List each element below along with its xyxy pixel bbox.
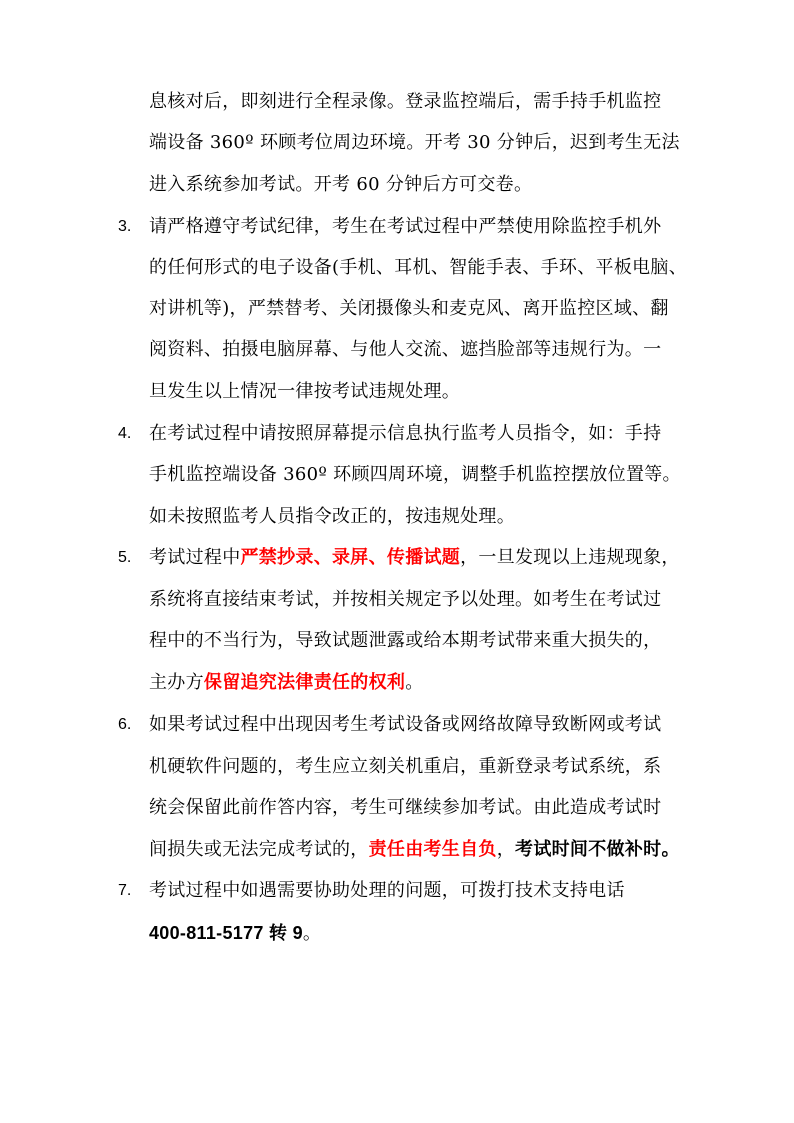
text-span: 。 (302, 923, 322, 944)
emphasis-red: 严禁抄录、录屏、传播试题 (240, 547, 461, 568)
text-line: 对讲机等)，严禁替考、关闭摄像头和麦克风、离开监控区域、翻 (149, 298, 669, 319)
emphasis-red: 保留追究法律责任的权利 (203, 672, 406, 693)
text-line: 息核对后，即刻进行全程录像。登录监控端后，需手持手机监控 (149, 91, 662, 112)
item-number: 4. (118, 425, 132, 442)
text-span: ， (496, 839, 516, 860)
text-line: 旦发生以上情况一律按考试违规处理。 (149, 381, 461, 402)
text-span: ，一旦发现以上违规现象， (460, 547, 680, 568)
text-line: 阅资料、拍摄电脑屏幕、与他人交流、遮挡脸部等违规行为。一 (149, 339, 662, 360)
text-line: 手机监控端设备 360º 环顾四周环境，调整手机监控摆放位置等。 (149, 464, 681, 485)
text-line: 程中的不当行为，导致试题泄露或给本期考试带来重大损失的， (149, 630, 662, 651)
text-line: 如果考试过程中出现因考生考试设备或网络故障导致断网或考试 (149, 714, 662, 735)
emphasis-bold: 考试时间不做补时 (515, 839, 662, 860)
text-line: 请严格遵守考试纪律，考生在考试过程中严禁使用除监控手机外 (149, 216, 662, 237)
text-line: 考试过程中如遇需要协助处理的问题，可拨打技术支持电话 (149, 880, 625, 901)
text-line: 如未按照监考人员指令改正的，按违规处理。 (149, 506, 515, 527)
emphasis-red: 责任由考生自负 (368, 839, 497, 860)
text-span: 主办方 (149, 672, 204, 693)
text-span: 考试过程中 (149, 547, 241, 568)
item-number: 7. (118, 882, 132, 899)
text-line (149, 921, 321, 946)
text-line (149, 838, 680, 862)
item-number: 6. (118, 716, 132, 733)
text-line: 统会保留此前作答内容，考生可继续参加考试。由此造成考试时 (149, 797, 662, 818)
text-span: 间损失或无法完成考试的， (149, 839, 369, 860)
text-span: 。 (405, 672, 424, 693)
item-number: 3. (118, 218, 132, 235)
text-span: 。 (661, 839, 680, 860)
support-phone: 400-811-5177 转 9 (149, 923, 303, 943)
text-line: 机硬软件问题的，考生应立刻关机重启，重新登录考试系统，系 (149, 756, 662, 777)
text-line (149, 671, 424, 695)
text-line: 端设备 360º 环顾考位周边环境。开考 30 分钟后，迟到考生无法 (149, 132, 680, 153)
item-number: 5. (118, 549, 132, 566)
text-line: 在考试过程中请按照屏幕提示信息执行监考人员指令，如：手持 (149, 423, 662, 444)
text-line: 的任何形式的电子设备(手机、耳机、智能手表、手环、平板电脑、 (149, 257, 688, 278)
text-line: 系统将直接结束考试，并按相关规定予以处理。如考生在考试过 (149, 589, 662, 610)
text-line: 进入系统参加考试。开考 60 分钟后方可交卷。 (149, 174, 533, 195)
text-line (149, 546, 680, 570)
